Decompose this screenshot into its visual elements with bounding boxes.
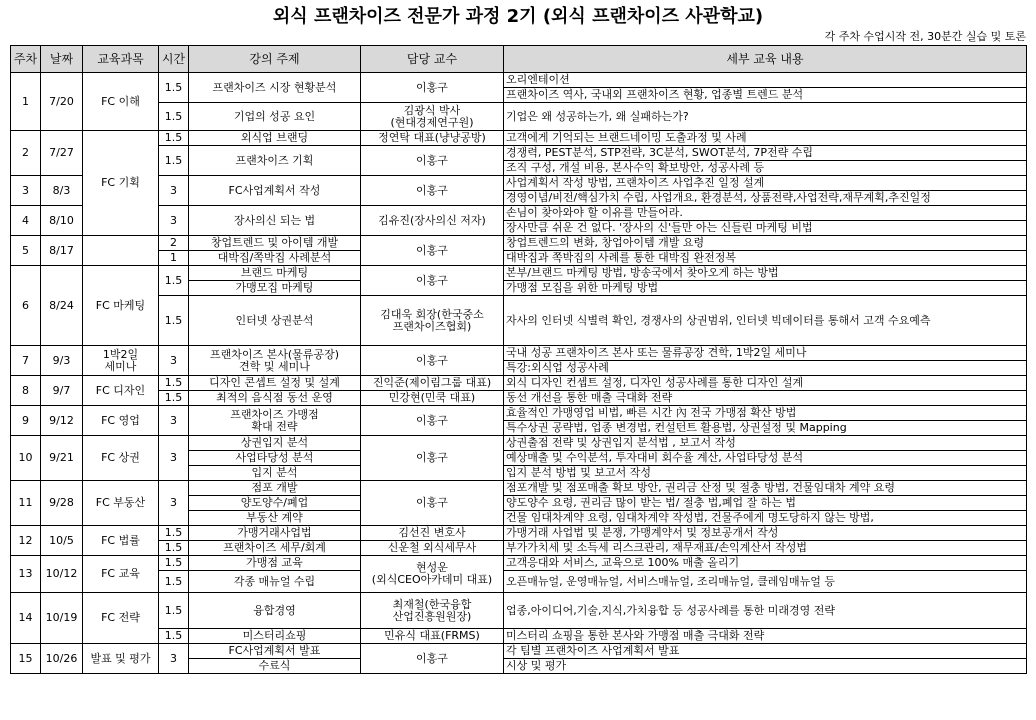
date-cell: 9/21 xyxy=(41,436,83,481)
professor-cell: 진익준(제이림그룹 대표) xyxy=(361,376,504,391)
detail-cell: 예상매출 및 수익분석, 투자대비 회수율 계산, 사업타당성 분석 xyxy=(504,451,1027,466)
professor-cell: 이홍구 xyxy=(361,481,504,526)
topic-cell: 프랜차이즈 세무/회계 xyxy=(189,541,361,556)
topic-cell: 상권입지 분석 xyxy=(189,436,361,451)
detail-cell: 조직 구성, 개설 비용, 본사수익 확보방안, 성공사례 등 xyxy=(504,161,1027,176)
hours-cell: 3 xyxy=(159,346,189,376)
table-row xyxy=(11,131,1027,146)
professor-cell: 이홍구 xyxy=(361,346,504,376)
header-professor: 담당 교수 xyxy=(361,46,504,73)
topic-cell: 인터넷 상권분석 xyxy=(189,296,361,346)
week-cell: 13 xyxy=(11,556,41,593)
table-row xyxy=(11,541,1027,556)
topic-cell: FC사업계획서 발표 xyxy=(189,644,361,659)
detail-cell: 부가가치세 및 소득세 리스크관리, 재무재표/손익계산서 작성법 xyxy=(504,541,1027,556)
topic-line: 확대 전략 xyxy=(251,419,298,433)
week-cell: 5 xyxy=(11,236,41,266)
topic-cell: FC사업계획서 작성 xyxy=(189,176,361,206)
header-week: 주차 xyxy=(11,46,41,73)
hours-cell: 3 xyxy=(159,206,189,236)
header-date: 날짜 xyxy=(41,46,83,73)
hours-cell: 3 xyxy=(159,481,189,526)
hours-cell: 3 xyxy=(159,644,189,674)
date-cell: 10/5 xyxy=(41,526,83,556)
date-cell: 7/27 xyxy=(41,131,83,176)
detail-cell: 상권출점 전략 및 상권입지 분석법 , 보고서 작성 xyxy=(504,436,1027,451)
subject-cell: FC 법률 xyxy=(83,526,159,556)
professor-line: 김광식 박사 xyxy=(403,103,461,117)
hours-cell: 1.5 xyxy=(159,266,189,296)
subject-cell: FC 영업 xyxy=(83,406,159,436)
table-row xyxy=(11,236,1027,251)
date-cell: 8/10 xyxy=(41,206,83,236)
detail-cell: 특수상권 공략법, 업종 변경법, 컨설턴트 활용법, 상권설정 및 Mapping xyxy=(504,421,1027,436)
detail-cell: 손님이 찾아와야 할 이유를 만들어라. xyxy=(504,206,1027,221)
professor-cell: 이홍구 xyxy=(361,176,504,206)
detail-cell: 업종,아이디어,기술,지식,가치융합 등 성공사례를 통한 미래경영 전략 xyxy=(504,593,1027,629)
header-hours: 시간 xyxy=(159,46,189,73)
week-cell: 6 xyxy=(11,266,41,346)
professor-cell: 이홍구 xyxy=(361,406,504,436)
topic-cell: 프랜차이즈 시장 현황분석 xyxy=(189,73,361,103)
professor-line: 산업진흥원원장) xyxy=(392,609,472,623)
professor-line: (현대경제연구원) xyxy=(390,115,474,129)
detail-cell: 오픈매뉴얼, 운영매뉴얼, 서비스매뉴얼, 조리매뉴얼, 클레임매뉴얼 등 xyxy=(504,571,1027,593)
date-cell: 10/19 xyxy=(41,593,83,644)
week-cell: 12 xyxy=(11,526,41,556)
subject-cell: FC 디자인 xyxy=(83,376,159,406)
header-details: 세부 교육 내용 xyxy=(504,46,1027,73)
table-row xyxy=(11,571,1027,593)
table-row xyxy=(11,266,1027,281)
hours-cell: 1.5 xyxy=(159,391,189,406)
professor-cell: 이홍구 xyxy=(361,436,504,481)
professor-cell: 김유진(장사의신 저자) xyxy=(361,206,504,236)
professor-cell: 이홍구 xyxy=(361,73,504,103)
subject-cell: FC 교육 xyxy=(83,556,159,593)
date-cell: 10/26 xyxy=(41,644,83,674)
hours-cell: 3 xyxy=(159,436,189,481)
table-row xyxy=(11,629,1027,644)
professor-cell: 민유식 대표(FRMS) xyxy=(361,629,504,644)
topic-cell: 수료식 xyxy=(189,659,361,674)
topic-cell: 기업의 성공 요인 xyxy=(189,103,361,131)
topic-cell: 대박집/쪽박집 사례분석 xyxy=(189,251,361,266)
week-cell: 7 xyxy=(11,346,41,376)
detail-cell: 입지 분석 방법 및 보고서 작성 xyxy=(504,466,1027,481)
professor-line: 최재철(한국융합 xyxy=(392,597,472,611)
detail-cell: 대박집과 쪽박집의 사례를 통한 대박집 완전정복 xyxy=(504,251,1027,266)
professor-cell: 이홍구 xyxy=(361,644,504,674)
date-cell: 9/28 xyxy=(41,481,83,526)
week-cell: 10 xyxy=(11,436,41,481)
detail-cell: 시상 및 평가 xyxy=(504,659,1027,674)
table-row xyxy=(11,406,1027,421)
subject-cell: FC 상권 xyxy=(83,436,159,481)
subject-cell xyxy=(83,346,159,376)
week-cell: 11 xyxy=(11,481,41,526)
detail-cell: 국내 성공 프랜차이즈 본사 또는 물류공장 견학, 1박2일 세미나 xyxy=(504,346,1027,361)
date-cell: 8/24 xyxy=(41,266,83,346)
detail-cell: 고객응대와 서비스, 교육으로 100% 매출 올리기 xyxy=(504,556,1027,571)
detail-cell: 각 팀별 프랜차이즈 사업계획서 발표 xyxy=(504,644,1027,659)
detail-cell: 자사의 인터넷 식별력 확인, 경쟁사의 상권범위, 인터넷 빅데이터를 통해서 고객 수요예측 xyxy=(504,296,1027,346)
hours-cell: 1.5 xyxy=(159,593,189,629)
professor-cell xyxy=(361,103,504,131)
hours-cell: 1.5 xyxy=(159,73,189,103)
subject-cell: FC 전략 xyxy=(83,593,159,644)
date-cell: 9/3 xyxy=(41,346,83,376)
table-row xyxy=(11,146,1027,161)
detail-cell: 가맹점 모집을 위한 마케팅 방법 xyxy=(504,281,1027,296)
week-cell: 14 xyxy=(11,593,41,644)
topic-cell xyxy=(189,406,361,436)
hours-cell: 3 xyxy=(159,406,189,436)
table-row xyxy=(11,391,1027,406)
topic-cell: 브랜드 마케팅 xyxy=(189,266,361,281)
hours-cell: 1.5 xyxy=(159,131,189,146)
detail-cell: 경쟁력, PEST분석, STP전략, 3C분석, SWOT분석, 7P전략 수립 xyxy=(504,146,1027,161)
table-row xyxy=(11,176,1027,191)
schedule-note: 각 주차 수업시작 전, 30분간 실습 및 토론 xyxy=(824,30,1026,43)
hours-cell: 1.5 xyxy=(159,629,189,644)
topic-cell xyxy=(189,346,361,376)
topic-cell: 장사의신 되는 법 xyxy=(189,206,361,236)
topic-cell: 사업타당성 분석 xyxy=(189,451,361,466)
topic-cell: 창업트렌드 및 아이템 개발 xyxy=(189,236,361,251)
topic-cell: 프랜차이즈 기획 xyxy=(189,146,361,176)
week-cell: 15 xyxy=(11,644,41,674)
professor-cell xyxy=(361,296,504,346)
hours-cell: 1.5 xyxy=(159,571,189,593)
detail-cell: 오리엔테이션 xyxy=(504,73,1027,88)
header-topic: 강의 주제 xyxy=(189,46,361,73)
table-row xyxy=(11,73,1027,88)
professor-cell xyxy=(361,556,504,593)
detail-cell: 효율적인 가맹영업 비법, 빠른 시간 內 전국 가맹점 확산 방법 xyxy=(504,406,1027,421)
professor-line: 현성운 xyxy=(416,561,448,574)
date-cell: 7/20 xyxy=(41,73,83,131)
table-row xyxy=(11,251,1027,266)
topic-cell: 융합경영 xyxy=(189,593,361,629)
table-row xyxy=(11,346,1027,361)
hours-cell: 3 xyxy=(159,176,189,206)
topic-cell: 양도양수/폐업 xyxy=(189,496,361,511)
hours-cell: 1.5 xyxy=(159,556,189,571)
professor-line: 프랜차이즈협회) xyxy=(392,319,472,333)
subject-line: 1박2일 xyxy=(102,347,139,361)
table-row xyxy=(11,206,1027,221)
date-cell: 10/12 xyxy=(41,556,83,593)
topic-cell: 최적의 음식점 동선 운영 xyxy=(189,391,361,406)
topic-cell: 각종 매뉴얼 수립 xyxy=(189,571,361,593)
topic-cell: 입지 분석 xyxy=(189,466,361,481)
date-cell: 8/17 xyxy=(41,236,83,266)
detail-cell: 장사만큼 쉬운 건 없다. '장사의 신'들만 아는 신들린 마케팅 비법 xyxy=(504,221,1027,236)
detail-cell: 창업트렌드의 변화, 창업아이템 개발 요령 xyxy=(504,236,1027,251)
subject-cell: 발표 및 평가 xyxy=(83,644,159,674)
topic-cell: 가맹점 교육 xyxy=(189,556,361,571)
subject-cell: FC 이해 xyxy=(83,73,159,131)
hours-cell: 1.5 xyxy=(159,526,189,541)
detail-cell: 본부/브랜드 마케팅 방법, 방송국에서 찾아오게 하는 방법 xyxy=(504,266,1027,281)
hours-cell: 1 xyxy=(159,251,189,266)
topic-cell: 점포 개발 xyxy=(189,481,361,496)
professor-cell: 김선진 변호사 xyxy=(361,526,504,541)
detail-cell: 양도양수 요령, 권리금 많이 받는 법/ 절충 법,폐업 잘 하는 법 xyxy=(504,496,1027,511)
table-row xyxy=(11,103,1027,131)
detail-cell: 미스터리 쇼핑을 통한 본사와 가맹점 매출 극대화 전략 xyxy=(504,629,1027,644)
subject-cell: FC 기획 xyxy=(83,131,159,236)
professor-cell: 이홍구 xyxy=(361,266,504,296)
subject-cell: FC 부동산 xyxy=(83,481,159,526)
hours-cell: 1.5 xyxy=(159,541,189,556)
date-cell: 9/7 xyxy=(41,376,83,406)
topic-line: 프랜차이즈 본사(물류공장) xyxy=(210,347,339,361)
professor-cell: 이홍구 xyxy=(361,236,504,266)
topic-cell: 가맹모집 마케팅 xyxy=(189,281,361,296)
topic-cell: 가맹거래사업법 xyxy=(189,526,361,541)
table-row xyxy=(11,296,1027,346)
table-row xyxy=(11,556,1027,571)
week-cell: 8 xyxy=(11,376,41,406)
detail-cell: 가맹거래 사업법 및 분쟁, 가맹계약서 및 정보공개서 작성 xyxy=(504,526,1027,541)
table-row xyxy=(11,436,1027,451)
week-cell: 1 xyxy=(11,73,41,131)
hours-cell: 1.5 xyxy=(159,296,189,346)
table-row xyxy=(11,644,1027,659)
header-row xyxy=(11,46,1027,73)
professor-line: 김대욱 회장(한국중소 xyxy=(380,307,484,321)
table-row xyxy=(11,481,1027,496)
detail-cell: 기업은 왜 성공하는가, 왜 실패하는가? xyxy=(504,103,1027,131)
subject-cell xyxy=(83,236,159,266)
detail-cell: 점포개발 및 점포매출 확보 방안, 권리금 산정 및 절충 방법, 건물임대차 계약 요령 xyxy=(504,481,1027,496)
professor-line: (외식CEO아카데미 대표) xyxy=(371,573,493,586)
subject-line: 세미나 xyxy=(104,359,137,373)
detail-cell: 동선 개선을 통한 매출 극대화 전략 xyxy=(504,391,1027,406)
week-cell: 4 xyxy=(11,206,41,236)
hours-cell: 1.5 xyxy=(159,146,189,176)
table-row xyxy=(11,526,1027,541)
detail-cell: 프랜차이즈 역사, 국내외 프랜차이즈 현황, 업종별 트렌드 분석 xyxy=(504,88,1027,103)
page-title: 외식 프랜차이즈 전문가 과정 2기 (외식 프랜차이즈 사관학교) xyxy=(272,6,764,27)
table-row xyxy=(11,593,1027,629)
week-cell: 2 xyxy=(11,131,41,176)
topic-line: 프랜차이즈 가맹점 xyxy=(230,407,319,421)
professor-cell xyxy=(361,593,504,629)
topic-line: 견학 및 세미나 xyxy=(239,359,310,373)
topic-cell: 외식업 브랜딩 xyxy=(189,131,361,146)
topic-cell: 디자인 콘셉트 설정 및 설계 xyxy=(189,376,361,391)
detail-cell: 사업계획서 작성 방법, 프랜차이즈 사업추진 일정 설계 xyxy=(504,176,1027,191)
subject-cell: FC 마케팅 xyxy=(83,266,159,346)
detail-cell: 외식 디자인 컨셉트 설정, 디자인 성공사례를 통한 디자인 설계 xyxy=(504,376,1027,391)
date-cell: 8/3 xyxy=(41,176,83,206)
topic-cell: 부동산 계약 xyxy=(189,511,361,526)
detail-cell: 고객에게 기억되는 브랜드네이밍 도출과정 및 사례 xyxy=(504,131,1027,146)
week-cell: 3 xyxy=(11,176,41,206)
topic-cell: 미스터리쇼핑 xyxy=(189,629,361,644)
schedule-table xyxy=(10,45,1027,674)
header-subject: 교육과목 xyxy=(83,46,159,73)
hours-cell: 1.5 xyxy=(159,103,189,131)
detail-cell: 건물 임대차계약 요령, 임대차계약 작성법, 건물주에게 명도당하지 않는 방법, xyxy=(504,511,1027,526)
professor-cell: 민강현(민쿡 대표) xyxy=(361,391,504,406)
professor-cell: 신운철 외식세무사 xyxy=(361,541,504,556)
detail-cell: 특강:외식업 성공사례 xyxy=(504,361,1027,376)
detail-cell: 경영이념/비전/핵심가치 수립, 사업개요, 환경분석, 상품전략,사업전략,재무계획,추진일정 xyxy=(504,191,1027,206)
hours-cell: 1.5 xyxy=(159,376,189,391)
date-cell: 9/12 xyxy=(41,406,83,436)
professor-cell: 이홍구 xyxy=(361,146,504,176)
professor-cell: 정연탁 대표(냥냥공방) xyxy=(361,131,504,146)
hours-cell: 2 xyxy=(159,236,189,251)
week-cell: 9 xyxy=(11,406,41,436)
table-row xyxy=(11,376,1027,391)
